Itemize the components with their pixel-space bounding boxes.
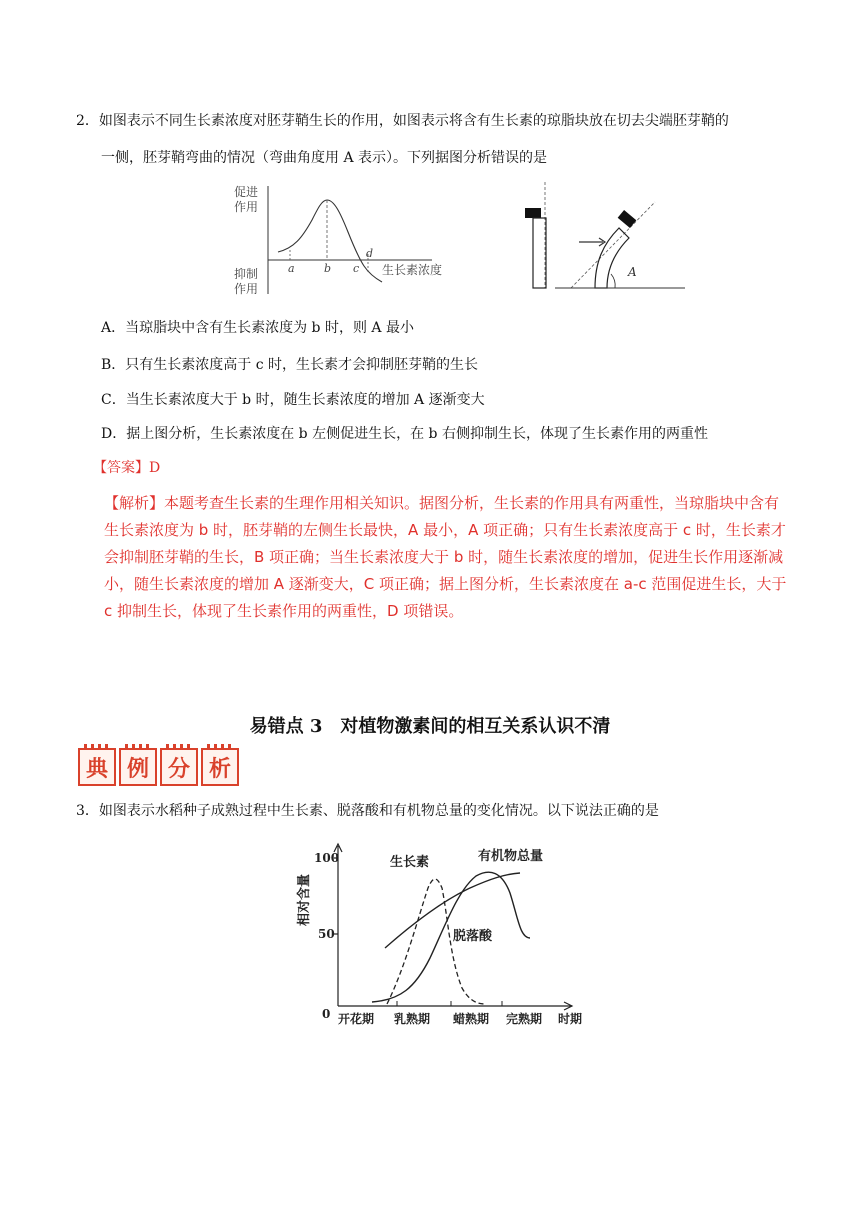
agar-block-left [525,208,541,218]
aba-line [372,872,530,1002]
inhibit-label-2: 作用 [234,282,259,296]
q3-stem-text: 如图表示水稻种子成熟过程中生长素、脱落酸和有机物总量的变化情况。以下说法正确的是 [98,803,659,819]
option-d[interactable]: D．据上图分析，生长素浓度在 b 左侧促进生长，在 b 右侧抑制生长，体现了生长素作用的两重性 [101,426,708,442]
analysis-line-3: 会抑制胚芽鞘的生长，B 项正确；当生长素浓度大于 b 时，随生长素浓度的增加，促进生长作用逐渐减 [104,548,784,566]
badge-char-2: 例 [119,748,157,786]
section-title: 易错点 3 对植物激素间的相互关系认识不清 [249,716,611,737]
option-c[interactable]: C．当生长素浓度大于 b 时，随生长素浓度的增加 A 逐渐变大 [101,392,485,408]
x-tick-flowering: 开花期 [338,1012,375,1026]
rice-maturation-chart [290,838,600,1034]
x-tick-milk: 乳熟期 [394,1012,431,1026]
analysis-line-4: 小，随生长素浓度的增加 A 逐渐变大，C 项正确；据上图分析，生长素浓度在 a-c 范围促进生长，大于 [104,575,787,593]
badge-char-1: 典 [78,748,116,786]
answer: 【答案】D [93,460,161,476]
q2-stem [76,111,806,131]
promote-label-1: 促进 [234,185,259,199]
angle-label: A [628,265,637,279]
auxin-label: 生长素 [390,855,430,870]
example-analysis-badge [78,748,239,786]
y-tick-100: 100 [314,851,340,865]
aba-label: 脱落酸 [453,929,493,944]
q3-stem [76,801,806,821]
analysis-line-1: 【解析】本题考查生长素的生理作用相关知识。据图分析，生长素的作用具有两重性，当琼脂块中含有 [104,494,780,512]
y-tick-0: 0 [322,1007,331,1021]
auxin-effect-figure [232,182,472,298]
coleoptile-bent [595,228,629,288]
point-d: d [366,247,374,260]
badge-char-3: 分 [160,748,198,786]
y-tick-50: 50 [318,927,335,941]
x-axis-label-period: 时期 [558,1012,583,1026]
inhibit-label-1: 抑制 [234,267,259,281]
point-a: a [288,262,295,275]
q2-stem-line2: 一侧，胚芽鞘弯曲的情况（弯曲角度用 A 表示）。下列据图分析错误的是 [101,150,548,166]
y-axis-label: 相对含量 [297,873,312,927]
promote-label-2: 作用 [234,200,259,214]
coleoptile-bending-figure [515,182,685,292]
analysis-line-5: c 抑制生长，体现了生长素作用的两重性，D 项错误。 [104,602,464,620]
organic-label: 有机物总量 [478,849,544,864]
analysis-line-2: 生长素浓度为 b 时，胚芽鞘的左侧生长最快，A 最小，A 项正确；只有生长素浓度高于 c 时，生长素才 [104,521,786,539]
option-b[interactable]: B．只有生长素浓度高于 c 时，生长素才会抑制胚芽鞘的生长 [101,357,479,373]
x-tick-wax: 蜡熟期 [453,1012,490,1026]
analysis-block [104,490,824,625]
q2-stem-line1: 如图表示不同生长素浓度对胚芽鞘生长的作用，如图表示将含有生长素的琼脂块放在切去尖端胚芽鞘的 [98,113,729,129]
q2-number: 2． [76,113,99,129]
x-axis-label: 生长素浓度 [382,263,443,277]
x-tick-full: 完熟期 [506,1012,543,1026]
option-a[interactable]: A．当琼脂块中含有生长素浓度为 b 时，则 A 最小 [101,320,414,336]
badge-char-4: 析 [201,748,239,786]
agar-block-right [618,210,637,228]
point-c: c [353,262,360,275]
coleoptile-straight [533,218,546,288]
q3-number: 3． [76,803,99,819]
point-b: b [324,262,332,275]
